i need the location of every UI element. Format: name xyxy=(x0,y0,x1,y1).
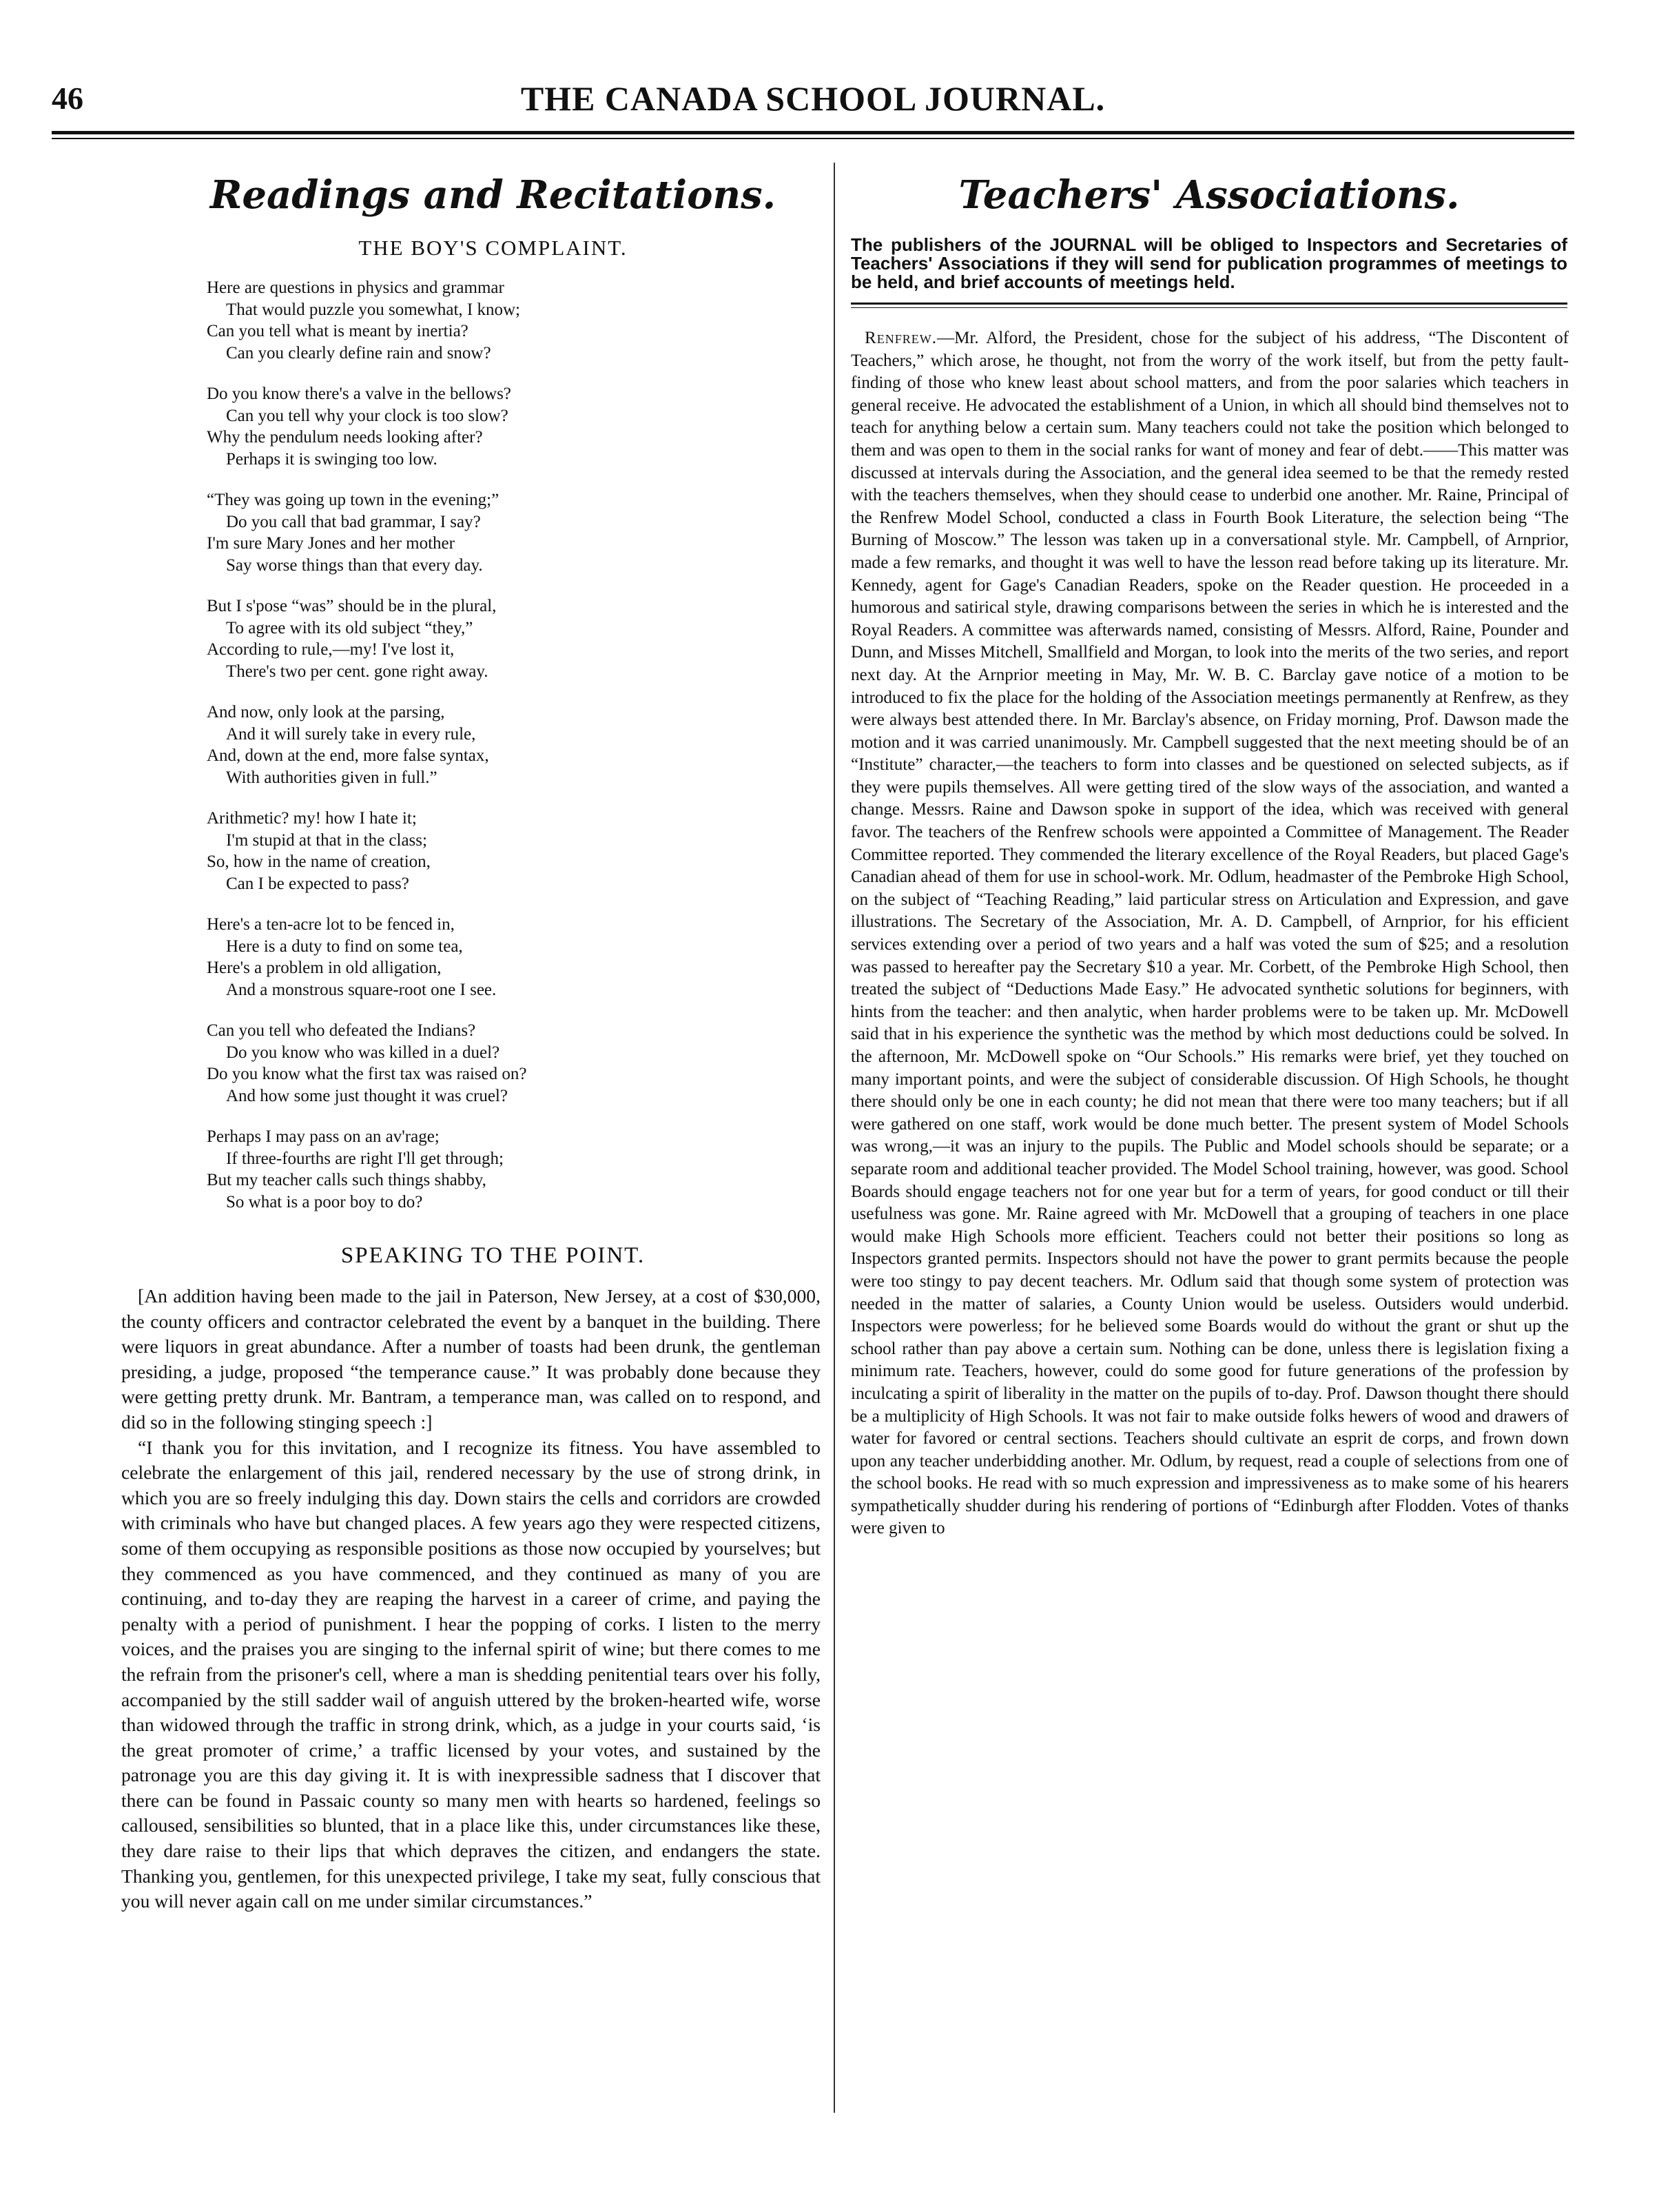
renfrew-report xyxy=(851,327,1569,1540)
speech-intro-paragraph: [An addition having been made to the jail in Paterson, New Jersey, at a cost of $30,000, the county officers and contractor celebrated the event by a banquet in the building. There were liquors in great abundance. After a number of toasts had been drunk, the gentleman presiding, a judge, proposed “the temperance cause.” It was probably done because they were getting pretty drunk. Mr. Bantram, a temperance man, was called on to respond, and did so in the following stinging speech :] xyxy=(121,1285,821,1433)
poem-line: Why the pendulum needs looking after? xyxy=(207,428,483,447)
poem-line: Can you tell who defeated the Indians? xyxy=(207,1021,476,1040)
poem-line: “They was going up town in the evening;” xyxy=(207,491,499,509)
left-column xyxy=(121,163,822,1914)
poem-stanza xyxy=(207,595,822,682)
poem-line: And, down at the end, more false syntax, xyxy=(207,746,489,765)
notice-rule xyxy=(851,303,1567,305)
poem-line: Perhaps it is swinging too low. xyxy=(226,449,437,469)
poem-stanza xyxy=(207,808,822,894)
poem-stanza xyxy=(207,914,822,1001)
speech-main-paragraph: “I thank you for this invitation, and I recognize its fitness. You have assembled to celebrate the enlargement of this jail, rendered necessary by the use of strong drink, in which you are so freely indulging this day. Down stairs the cells and corridors are crowded with criminals who have but changed places. A few years ago they were respected citizens, some of them occupying as responsible positions as those now occupied by yourselves; but they commenced as you have commenced, and they continued as many of you are continuing, and to-day they are reaping the harvest in a career of crime, and paying the penalty with a period of punishment. I hear the popping of corks. I listen to the merry voices, and the praises you are singing to the infernal spirit of wine; but there comes to me the refrain from the prisoner's cell, where a man is shedding penitential tears over his folly, accompanied by the still sadder wail of anguish uttered by the broken-hearted wife, worse than widowed through the traffic in strong drink, which, as a judge in your courts said, ‘is the great promoter of crime,’ a traffic licensed by your votes, and sustained by the patronage you are this day giving it. It is with inexpressible sadness that I discover that there can be found in Passaic county so many men with hearts so hardened, feelings so calloused, sensibilities so blunted, that in a place like this, under circumstances like these, they dare raise to their lips that which depraves the citizen, and endangers the state. Thanking you, gentlemen, for this unexpected privilege, I take my seat, fully conscious that you will never again call on me under similar circumstances.” xyxy=(121,1436,821,1912)
speech-body xyxy=(121,1284,821,1914)
poem-line: Can you clearly define rain and snow? xyxy=(226,343,491,362)
poem-line: If three-fourths are right I'll get through; xyxy=(226,1149,504,1168)
poem-stanza xyxy=(207,383,822,470)
poem-line: Do you know what the first tax was raised on? xyxy=(207,1065,527,1083)
poem-line: Here's a problem in old alligation, xyxy=(207,959,442,977)
notice-rule-thin xyxy=(851,307,1567,308)
report-body: —Mr. Alford, the President, chose for the subject of his address, “The Discontent of Teachers,” which arose, he thought, not from the worry of the work itself, but from the petty fault-finding of those who knew least about school matters, and from the poor salaries which teachers in general receive. He advocated the establishment of a Union, in which all should bind themselves not to teach for anything below a certain sum. Many teachers could not take the position which belonged to them and was open to them in the social ranks for want of money and fear of debt.——This matter was discussed at intervals during the Association, and the general idea seemed to be that the remedy rested with the teachers themselves, when they should cease to underbid one another. Mr. Raine, Principal of the Renfrew Model School, conducted a class in Fourth Book Literature, the selection being “The Burning of Moscow.” The lesson was taken up in a conversational style. Mr. Campbell, of Arnprior, made a few remarks, and thought it was well to have the lesson read before taking up its literature. Mr. Kennedy, agent for Gage's Canadian Readers, spoke on the Reader question. He proceeded in a humorous and satirical style, drawing comparisons between the series in which he is interested and the Royal Readers. A committee was afterwards named, consisting of Messrs. Alford, Raine, Pounder and Dunn, and Misses Mitchell, Smallfield and Morgan, to look into the merits of the two series, and report next day. At the Arnprior meeting in May, Mr. W. B. C. Barclay gave notice of a motion to be introduced to fix the place for the holding of the Association meetings permanently at Renfrew, as they were always best attended there. In Mr. Barclay's absence, on Friday morning, Prof. Dawson made the motion and it was carried unanimously. Mr. Campbell suggested that the next meeting should be of an “Institute” character,—the teachers to form into classes and be questioned on selected subjects, as if they were pupils themselves. All were getting tired of the slow ways of the association, and wanted a change. Messrs. Raine and Dawson spoke in support of the idea, which was received with general favor. The teachers of the Renfrew schools were appointed a Committee of Management. The Reader Committee reported. They commended the literary excellence of the Royal Readers, but placed Gage's Canadian ahead of them for use in school-work. Mr. Odlum, headmaster of the Pembroke High School, on the subject of “Teaching Reading,” laid particular stress on Articulation and Expression, and gave illustrations. The Secretary of the Association, Mr. A. D. Campbell, of Arnprior, for his efficient services extending over a period of two years and a half was voted the sum of $25; and a resolution was passed to hereafter pay the Secretary $10 a year. Mr. Corbett, of the Pembroke High School, then treated the subject of “Deductions Made Easy.” He advocated synthetic solutions for beginners, with hints from the teacher: and then analytic, when harder problems were to be taken up. Mr. McDowell said that in his experience the synthetic was the method by which most deductions could be solved. In the afternoon, Mr. McDowell spoke on “Our Schools.” His remarks were brief, yet they touched on many important points, and were the subject of considerable discussion. Of High Schools, he thought there should only be one in each county; he did not mean that there were too many teachers; but if all were gathered on one staff, work would be done much better. The present system of Model Schools was wrong,—it was an injury to the pupils. The Public and Model schools should be separate; or a separate room and additional teacher provided. The Model School training, however, was good. School Boards should engage teachers not for one year but for a term of years, for good conduct or till their usefulness was gone. Mr. Raine agreed with Mr. McDowell that a grouping of teachers in one place would make High Schools more efficient. Teachers could not better their positions so long as Inspectors granted permits. Inspectors should not have the power to grant permits because the people were too stingy to pay decent teachers. Mr. Odlum said that though some system of protection was needed in the matter of salaries, a County Union would be useless. Outsiders would underbid. Inspectors were powerless; for he believed some Boards would do without the grant or shut up the school rather than pay above a certain sum. Nothing can be done, unless there is legislation fixing a minimum rate. Teachers, however, could do some good for future generations of the profession by inculcating a spirit of liberality in the matter on the pupils of to-day. Prof. Dawson thought there should be a multiplicity of High Schools. It was not fair to make outside folks hewers of wood and drawers of water for favored or central sections. Teachers should cultivate an esprit de corps, and frown down upon any teacher underbidding another. Mr. Odlum, by request, read a couple of selections from one of the school books. He read with so much expression and impressiveness as to make some of his hearers sympathetically shudder during his rendering of portions of “Edinburgh after Flodden. Votes of thanks were given to xyxy=(851,329,1569,1538)
section-heading-associations: Teachers' Associations. xyxy=(958,172,1460,218)
section-heading-readings: Readings and Recitations. xyxy=(209,172,776,218)
poem-stanza xyxy=(207,277,822,364)
poem-line: Can you tell why your clock is too slow? xyxy=(226,406,508,425)
running-header xyxy=(52,74,1574,123)
poem-line: I'm stupid at that in the class; xyxy=(226,830,427,850)
publishers-notice: The publishers of the JOURNAL will be obliged to Inspectors and Secretaries of Teachers' Associations if they will send for publication programmes of meetings to be held, and brief accounts of meetings held. xyxy=(851,234,1567,292)
poem-line: And how some just thought it was cruel? xyxy=(226,1086,508,1105)
right-column xyxy=(844,163,1574,1540)
poem-line: Can I be expected to pass? xyxy=(226,874,409,893)
poem-line: Arithmetic? my! how I hate it; xyxy=(207,809,417,828)
poem-line: Here is a duty to find on some tea, xyxy=(226,936,463,956)
poem-line: Here's a ten-acre lot to be fenced in, xyxy=(207,915,455,934)
poem-line: Do you call that bad grammar, I say? xyxy=(226,512,481,531)
column-divider xyxy=(834,163,835,2113)
poem-line: So what is a poor boy to do? xyxy=(226,1192,423,1211)
journal-title: THE CANADA SCHOOL JOURNAL. xyxy=(520,79,1106,118)
poem-line: That would puzzle you somewhat, I know; xyxy=(226,300,520,319)
poem-line: There's two per cent. gone right away. xyxy=(226,662,488,681)
poem-line: And now, only look at the parsing, xyxy=(207,703,445,721)
poem-title: THE BOY'S COMPLAINT. xyxy=(358,236,628,260)
poem-stanza xyxy=(207,1020,822,1107)
report-lead: Renfrew. xyxy=(865,329,938,347)
poem-line: So, how in the name of creation, xyxy=(207,852,431,871)
poem-line: I'm sure Mary Jones and her mother xyxy=(207,534,455,553)
poem-stanza xyxy=(207,702,822,788)
page-number: 46 xyxy=(52,81,83,116)
poem-stanza xyxy=(207,1126,822,1213)
speech-title: SPEAKING TO THE POINT. xyxy=(340,1243,646,1268)
poem-line: And a monstrous square-root one I see. xyxy=(226,980,497,999)
header-rule-thick xyxy=(52,131,1574,134)
poem-line: Can you tell what is meant by inertia? xyxy=(207,322,468,340)
poem xyxy=(207,277,822,1213)
poem-line: To agree with its old subject “they,” xyxy=(226,618,473,637)
poem-line: Do you know there's a valve in the bellows? xyxy=(207,385,511,403)
poem-line: Here are questions in physics and grammar xyxy=(207,278,504,297)
poem-line: But my teacher calls such things shabby, xyxy=(207,1171,486,1189)
poem-line: With authorities given in full.” xyxy=(226,768,437,787)
poem-line: And it will surely take in every rule, xyxy=(226,724,476,744)
poem-line: Say worse things than that every day. xyxy=(226,555,483,575)
poem-stanza xyxy=(207,489,822,576)
poem-line: But I s'pose “was” should be in the plural, xyxy=(207,597,497,615)
poem-line: Do you know who was killed in a duel? xyxy=(226,1043,500,1062)
poem-line: According to rule,—my! I've lost it, xyxy=(207,640,455,659)
header-rule-thin xyxy=(52,138,1574,139)
poem-line: Perhaps I may pass on an av'rage; xyxy=(207,1127,440,1146)
